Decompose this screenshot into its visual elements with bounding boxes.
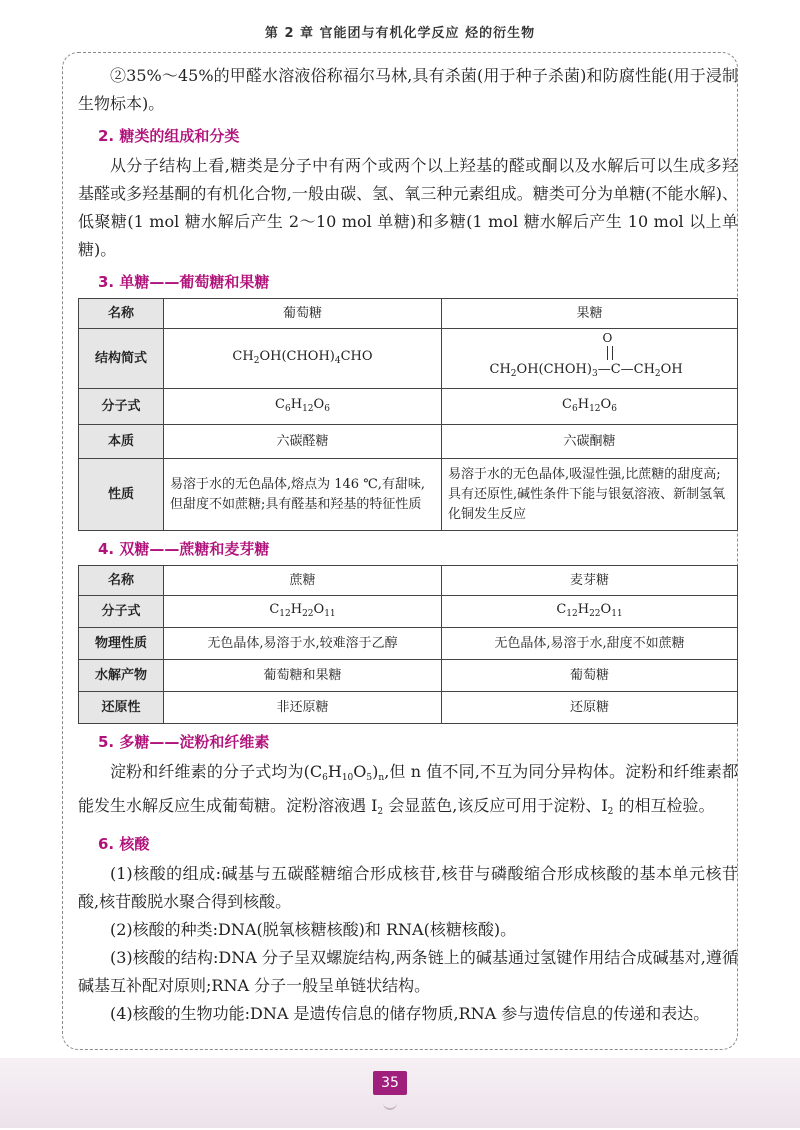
maltose-formula: $C_{12}H_{22}O_{11}$ [442, 596, 738, 628]
section-6-heading: 6. 核酸 [98, 835, 150, 853]
disaccharide-table [78, 565, 738, 724]
sucrose-name: 蔗糖 [164, 566, 442, 596]
glucose-name: 葡萄糖 [164, 299, 442, 329]
chapter-header: 第 2 章 官能团与有机化学反应 烃的衍生物 [264, 26, 536, 41]
section-5-heading: 5. 多糖——淀粉和纤维素 [98, 733, 270, 751]
glucose-property: 易溶于水的无色晶体,熔点为 146 ℃,有甜味,但甜度不如蔗糖;具有醛基和羟基的特征性质 [164, 459, 442, 531]
glucose-formula: $C_6H_{12}O_6$ [164, 389, 442, 425]
maltose-name: 麦芽糖 [442, 566, 738, 596]
header-hydrolysis: 水解产物 [79, 660, 164, 692]
maltose-reducing: 还原糖 [442, 692, 738, 724]
fructose-name: 果糖 [442, 299, 738, 329]
sucrose-formula: $C_{12}H_{22}O_{11}$ [164, 596, 442, 628]
header-reducing: 还原性 [79, 692, 164, 724]
maltose-physical: 无色晶体,易溶于水,甜度不如蔗糖 [442, 628, 738, 660]
header-name: 名称 [79, 299, 164, 329]
header-essence: 本质 [79, 425, 164, 459]
header-structure: 结构简式 [79, 329, 164, 389]
sucrose-hydrolysis: 葡萄糖和果糖 [164, 660, 442, 692]
nucleic-acid-structure: (3)核酸的结构:DNA 分子呈双螺旋结构,两条链上的碱基通过氢键作用结合成碱基对,遵循碱基互补配对原则;RNA 分子一般呈单链状结构。 [78, 948, 738, 995]
sucrose-reducing: 非还原糖 [164, 692, 442, 724]
section-2-heading: 2. 糖类的组成和分类 [98, 127, 240, 145]
header-formula: 分子式 [79, 596, 164, 628]
header-name: 名称 [79, 566, 164, 596]
page-number: 35 [373, 1071, 407, 1095]
header-property: 性质 [79, 459, 164, 531]
page-content [78, 62, 738, 1028]
section-2-text: 从分子结构上看,糖类是分子中有两个或两个以上羟基的醛或酮以及水解后可以生成多羟基醛或多羟基酮的有机化合物,一般由碳、氢、氧三种元素组成。糖类可分为单糖(不能水解)、低聚糖(1 mol 糖水解后产生 2～10 mol 单糖)和多糖(1 mol 糖水解后产生 10 mol 以上单糖)。 [78, 156, 738, 259]
header-physical: 物理性质 [79, 628, 164, 660]
fructose-formula: $C_6H_{12}O_6$ [442, 389, 738, 425]
section-3-heading: 3. 单糖——葡萄糖和果糖 [98, 273, 270, 291]
header-formula: 分子式 [79, 389, 164, 425]
section-5-text: 淀粉和纤维素的分子式均为$(C_6H_{10}O_5)_n$,但 n 值不同,不互为同分异构体。淀粉和纤维素都能发生水解反应生成葡萄糖。淀粉溶液遇 $I_2$ 会显蓝色,该反应可用于淀粉、$I_2$ 的相互检验。 [78, 762, 738, 817]
double-bond [607, 346, 613, 360]
nucleic-acid-composition: (1)核酸的组成:碱基与五碳醛糖缩合形成核苷,核苷与磷酸缩合形成核酸的基本单元核苷酸,核苷酸脱水聚合得到核酸。 [78, 864, 738, 911]
fructose-structure [442, 329, 738, 389]
nucleic-acid-function: (4)核酸的生物功能:DNA 是遗传信息的储存物质,RNA 参与遗传信息的传递和表达。 [110, 1004, 710, 1023]
monosaccharide-table [78, 298, 738, 531]
sucrose-physical: 无色晶体,易溶于水,较难溶于乙醇 [164, 628, 442, 660]
glucose-essence: 六碳醛糖 [164, 425, 442, 459]
fructose-property: 易溶于水的无色晶体,吸湿性强,比蔗糖的甜度高;具有还原性,碱性条件下能与银氨溶液、新制氢氧化铜发生反应 [442, 459, 738, 531]
nucleic-acid-types: (2)核酸的种类:DNA(脱氧核糖核酸)和 RNA(核糖核酸)。 [110, 920, 517, 939]
fructose-structural-formula: O $CH_2OH(CHOH)_3—C—CH_2OH$ [489, 331, 683, 379]
glucose-structure: $CH_2OH(CHOH)_4CHO$ [164, 329, 442, 389]
fructose-essence: 六碳酮糖 [442, 425, 738, 459]
maltose-hydrolysis: 葡萄糖 [442, 660, 738, 692]
formalin-paragraph: ②35%～45%的甲醛水溶液俗称福尔马林,具有杀菌(用于种子杀菌)和防腐性能(用于浸制生物标本)。 [78, 66, 738, 113]
section-4-heading: 4. 双糖——蔗糖和麦芽糖 [98, 540, 270, 558]
